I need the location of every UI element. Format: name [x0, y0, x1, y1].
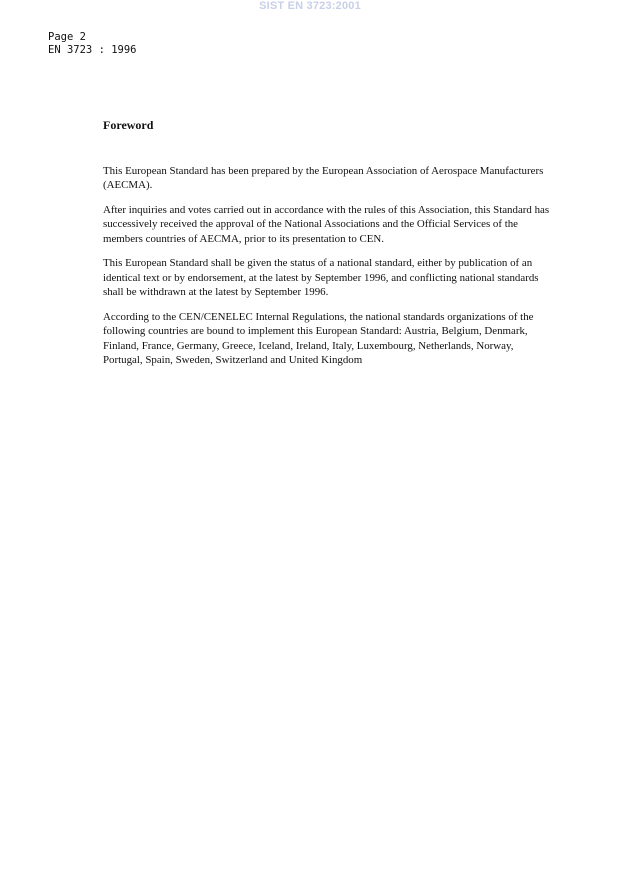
foreword-heading: Foreword — [103, 118, 154, 132]
foreword-paragraph-3: This European Standard shall be given the status of a national standard, either by publication of an identical text or by endorsement, at the latest by September 1996, and conflicting national standards shall be withdrawn at the latest by September 1996. — [103, 257, 539, 298]
page-number: Page 2 — [48, 31, 86, 43]
foreword-section — [103, 118, 555, 378]
page-header — [48, 31, 137, 57]
foreword-paragraph-4: According to the CEN/CENELEC Internal Regulations, the national standards organizations of the following countries are bound to implement this European Standard: Austria, Belgium, Denmark, Finland, France, Germany, Greece, Iceland, Ireland, Italy, Luxembourg, Netherlands, Norway, Portugal, Spain, Sweden, Switzerland and United Kingdom — [103, 310, 534, 366]
watermark-text: SIST EN 3723:2001 — [259, 0, 361, 12]
foreword-paragraph-2: After inquiries and votes carried out in accordance with the rules of this Association, this Standard has successively received the approval of the National Associations and the Official Services of the members countries of AECMA, prior to its presentation to CEN. — [103, 203, 550, 245]
foreword-paragraph-1: This European Standard has been prepared by the European Association of Aerospace Manufacturers (AECMA). — [103, 164, 544, 191]
document-reference: EN 3723 : 1996 — [48, 44, 137, 56]
